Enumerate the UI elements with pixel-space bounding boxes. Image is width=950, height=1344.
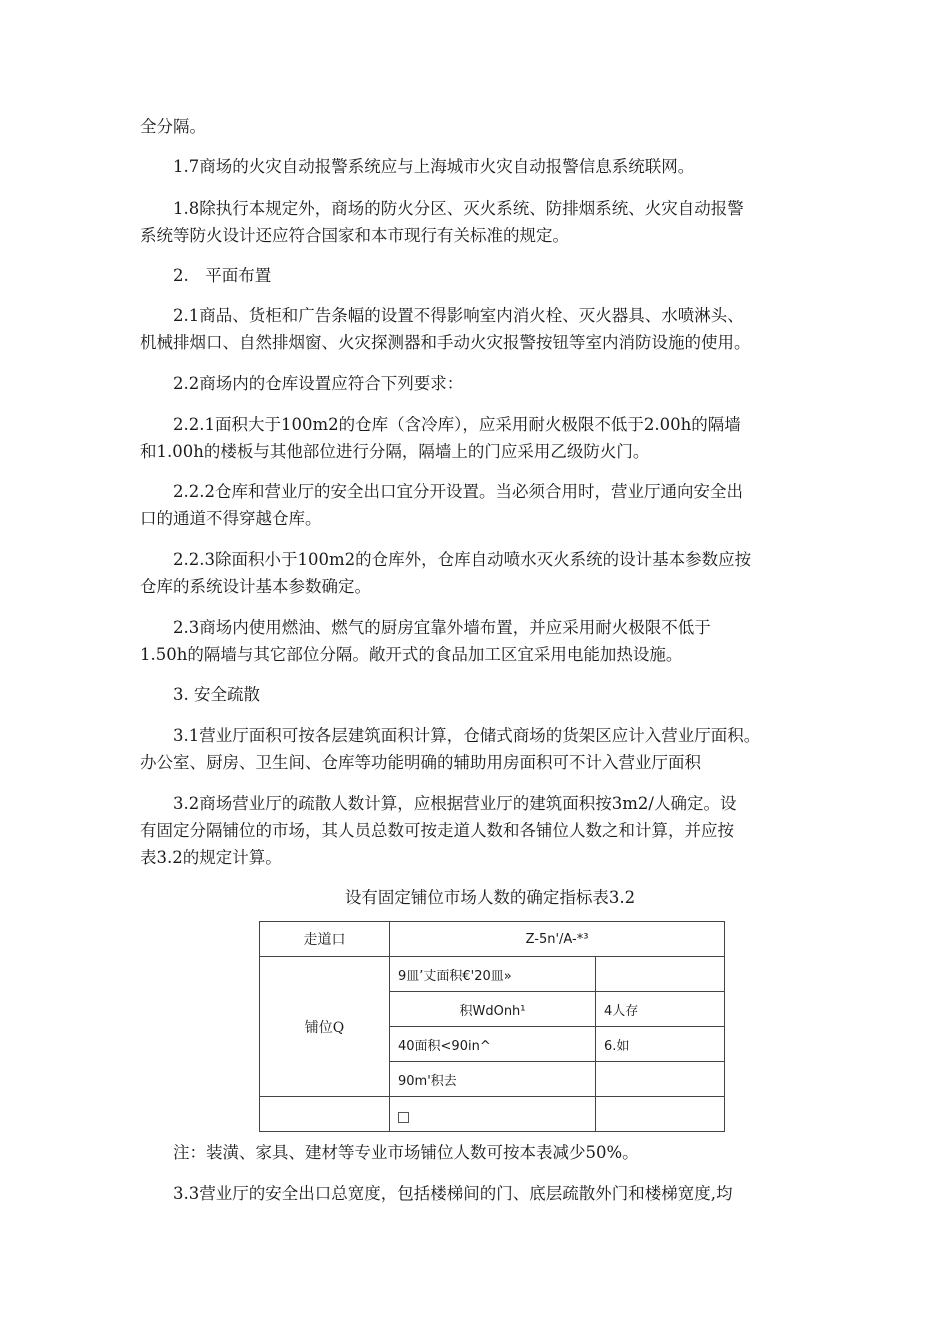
table-cell: 40面积<90in^ [390,1027,596,1062]
table-row [260,957,725,992]
occupancy-table [259,921,725,1132]
table-cell: 4人存 [596,992,725,1027]
paragraph-2-1-line1: 2.1商品、货柜和广告条幅的设置不得影响室内消火栓、灭火器具、水喷淋头、 [173,306,744,325]
paragraph-3-2-line3: 表3.2的规定计算。 [140,848,282,867]
paragraph-1-8-line2: 系统等防火设计还应符合国家和本市现行有关标准的规定。 [140,226,569,245]
paragraph-1-7: 1.7商场的火灾自动报警系统应与上海城市火灾自动报警信息系统联网。 [173,157,695,176]
table-header-left: 走道口 [260,922,390,957]
paragraph-2-2-3-line1: 2.2.3除面积小于100m2的仓库外，仓库自动喷水灭火系统的设计基本参数应按 [173,550,752,569]
paragraph-3-2-line1: 3.2商场营业厅的疏散人数计算，应根据营业厅的建筑面积按3m2/人确定。设 [173,794,737,813]
section-heading-2: 2. 平面布置 [173,266,272,285]
square-icon [398,1112,409,1123]
paragraph-1-8-line1: 1.8除执行本规定外，商场的防火分区、灭火系统、防排烟系统、火灾自动报警 [173,199,744,218]
table-cell: 9皿’丈面积€'20皿» [390,957,596,992]
table-row [260,1097,725,1132]
table-header-row [260,922,725,957]
table-cell: 90m'积去 [390,1062,596,1097]
paragraph-2-2: 2.2商场内的仓库设置应符合下列要求： [173,374,464,393]
paragraph-3-3: 3.3营业厅的安全出口总宽度，包括楼梯间的门、底层疏散外门和楼梯宽度,均 [173,1184,733,1203]
paragraph-continuation: 全分隔。 [140,117,206,136]
paragraph-2-2-2-line1: 2.2.2仓库和营业厅的安全出口宜分开设置。当必须合用时，营业厅通向安全出 [173,482,743,501]
paragraph-2-1-line2: 机械排烟口、自然排烟窗、火灾探测器和手动火灾报警按钮等室内消防设施的使用。 [140,333,751,352]
table-note: 注：装潢、家具、建材等专业市场铺位人数可按本表减少50%。 [173,1143,639,1162]
table-caption: 设有固定铺位市场人数的确定指标表3.2 [344,888,636,907]
table-cell [596,1062,725,1097]
paragraph-3-2-line2: 有固定分隔铺位的市场，其人员总数可按走道人数和各铺位人数之和计算，并应按 [140,821,734,840]
paragraph-2-2-3-line2: 仓库的系统设计基本参数确定。 [140,577,371,596]
section-heading-3: 3. 安全疏散 [173,685,260,704]
paragraph-3-1-line1: 3.1营业厅面积可按各层建筑面积计算，仓储式商场的货架区应计入营业厅面积。 [173,726,761,745]
table-cell-empty [596,1097,725,1132]
paragraph-2-2-1-line1: 2.2.1面积大于100m2的仓库（含冷库），应采用耐火极限不低于2.00h的隔墙 [173,415,741,434]
table-cell: 积WdOnh¹ [390,992,596,1027]
paragraph-3-1-line2: 办公室、厨房、卫生间、仓库等功能明确的辅助用房面积可不计入营业厅面积 [140,753,701,772]
paragraph-2-3-line2: 1.50h的隔墙与其它部位分隔。敞开式的食品加工区宜采用电能加热设施。 [140,645,683,664]
table-cell-checkbox-glyph [390,1097,596,1132]
paragraph-2-2-2-line2: 口的通道不得穿越仓库。 [140,509,322,528]
paragraph-2-3-line1: 2.3商场内使用燃油、燃气的厨房宜靠外墙布置，并应采用耐火极限不低于 [173,618,711,637]
table-cell [596,957,725,992]
table-row-label: 铺位Q [260,957,390,1097]
table-header-right: Z-5n'/A-*³ [390,922,725,957]
paragraph-2-2-1-line2: 和1.00h的楼板与其他部位进行分隔，隔墙上的门应采用乙级防火门。 [140,442,650,461]
table-cell: 6.如 [596,1027,725,1062]
table-cell-empty [260,1097,390,1132]
